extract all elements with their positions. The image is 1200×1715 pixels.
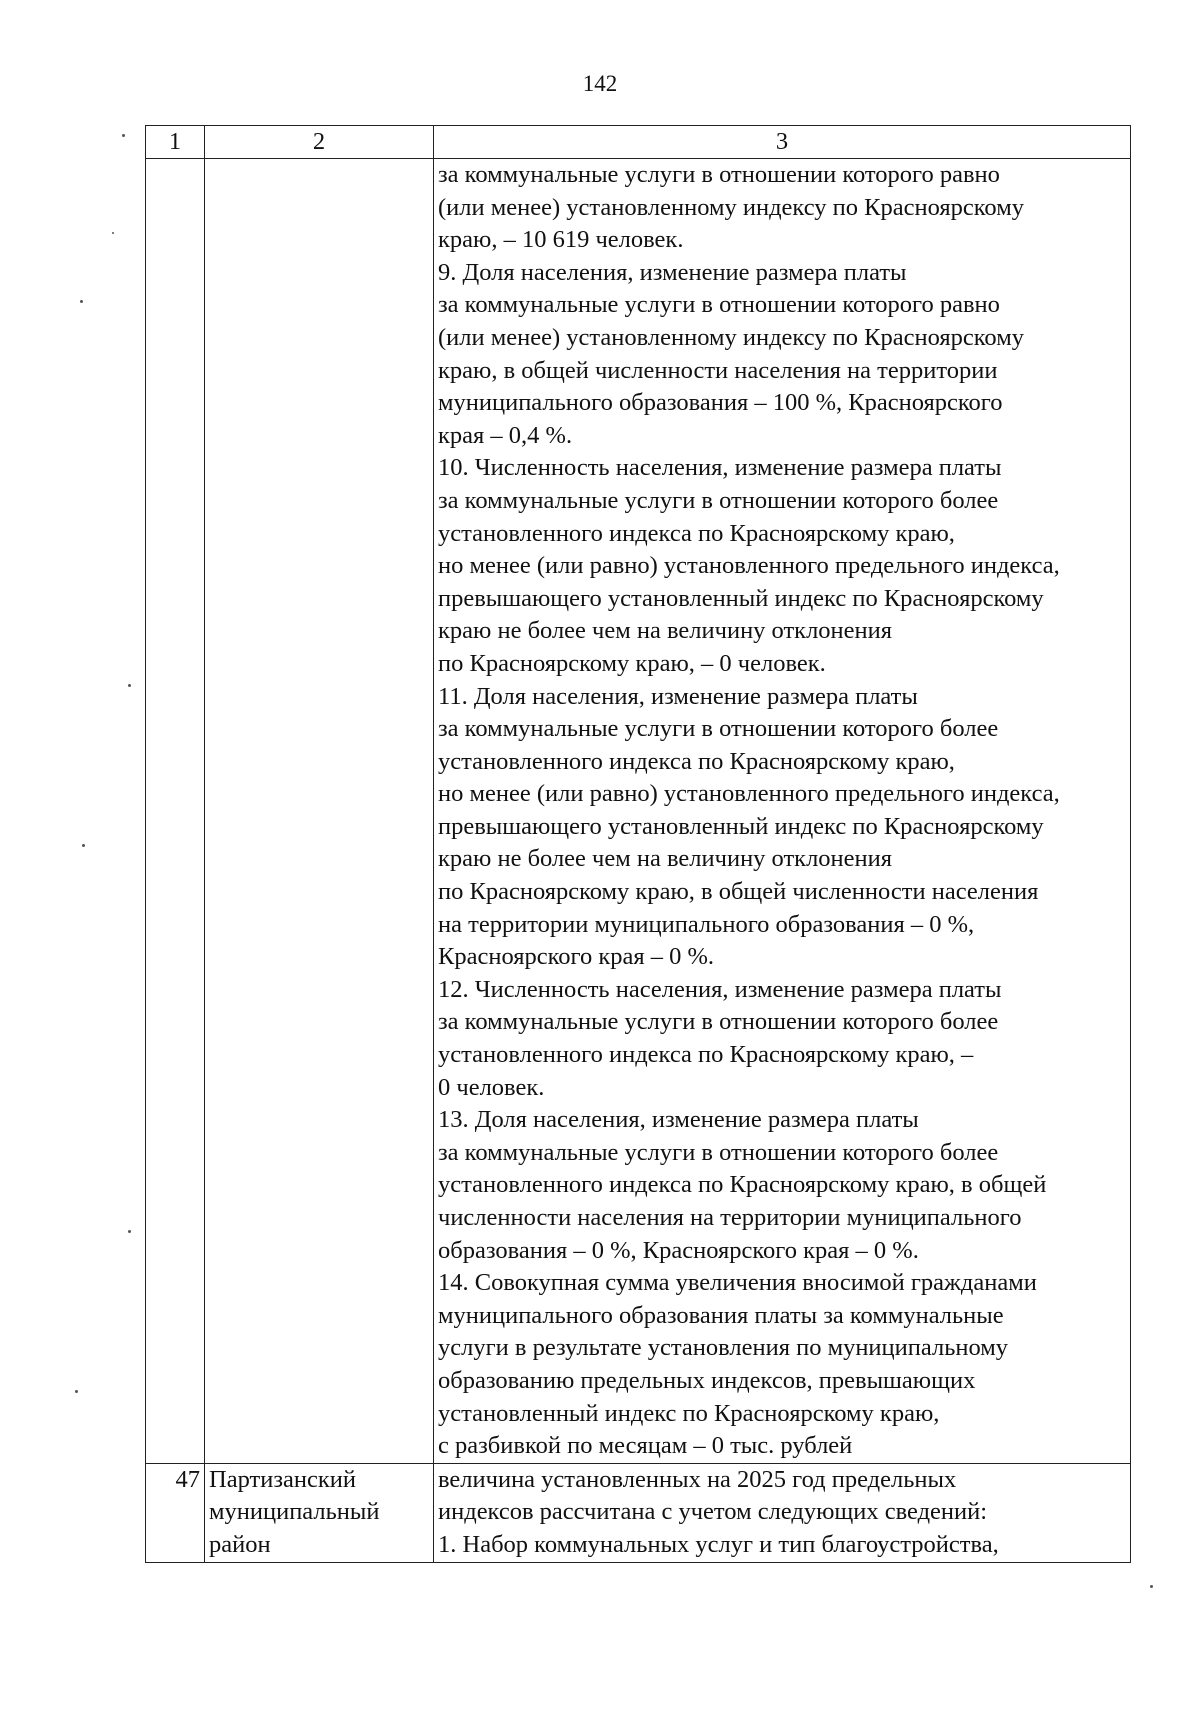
text-line: район bbox=[209, 1530, 271, 1558]
text-line: за коммунальные услуги в отношении которого более bbox=[438, 715, 999, 743]
text-line: 0 человек. bbox=[438, 1073, 545, 1101]
text-line: величина установленных на 2025 год предельных bbox=[438, 1465, 957, 1493]
scan-speck bbox=[128, 1230, 131, 1233]
text-line: 13. Доля населения, изменение размера платы bbox=[438, 1106, 919, 1134]
text-line: за коммунальные услуги в отношении которого более bbox=[438, 486, 999, 514]
table-row bbox=[146, 1463, 1131, 1562]
text-line: образования – 0 %, Красноярского края – 0 %. bbox=[438, 1236, 919, 1264]
column-header-2: 2 bbox=[205, 126, 434, 159]
text-line: 10. Численность населения, изменение размера платы bbox=[438, 454, 1002, 482]
column-header-3: 3 bbox=[434, 126, 1131, 159]
text-line: превышающего установленный индекс по Красноярскому bbox=[438, 812, 1044, 840]
row-number-cell bbox=[146, 159, 205, 1464]
text-line: услуги в результате установления по муниципальному bbox=[438, 1334, 1009, 1362]
text-line: за коммунальные услуги в отношении которого равно bbox=[438, 291, 1000, 319]
page-number: 142 bbox=[582, 71, 618, 96]
text-line: краю не более чем на величину отклонения bbox=[438, 845, 893, 873]
scan-speck bbox=[82, 844, 85, 847]
table-header-row bbox=[146, 126, 1131, 159]
text-line: 11. Доля населения, изменение размера платы bbox=[438, 682, 918, 710]
text-line: с разбивкой по месяцам – 0 тыс. рублей bbox=[438, 1432, 853, 1460]
text-line: превышающего установленный индекс по Красноярскому bbox=[438, 584, 1044, 612]
text-line: на территории муниципального образования – 0 %, bbox=[438, 910, 975, 938]
description-cell bbox=[434, 1463, 1131, 1562]
text-line: установленного индекса по Красноярскому краю, bbox=[438, 519, 955, 547]
text-line: краю, в общей численности населения на территории bbox=[438, 356, 998, 384]
description-cell bbox=[434, 159, 1131, 1464]
scan-speck bbox=[75, 1390, 78, 1393]
text-line: 14. Совокупная сумма увеличения вносимой гражданами bbox=[438, 1269, 1037, 1297]
text-line: (или менее) установленному индексу по Красноярскому bbox=[438, 323, 1024, 351]
text-line: за коммунальные услуги в отношении которого более bbox=[438, 1138, 999, 1166]
text-line: по Красноярскому краю, – 0 человек. bbox=[438, 649, 826, 677]
text-line: но менее (или равно) установленного предельного индекса, bbox=[438, 780, 1060, 808]
text-line: за коммунальные услуги в отношении которого равно bbox=[438, 161, 1000, 188]
text-line: муниципальный bbox=[209, 1498, 380, 1526]
scan-speck bbox=[1150, 1585, 1153, 1588]
row-number-cell: 47 bbox=[146, 1463, 205, 1562]
table-row bbox=[146, 159, 1131, 1464]
text-line: Партизанский bbox=[209, 1465, 356, 1493]
text-line: 1. Набор коммунальных услуг и тип благоустройства, bbox=[438, 1530, 999, 1558]
text-line: установленного индекса по Красноярскому краю, в общей bbox=[438, 1171, 1047, 1199]
text-line: индексов рассчитана с учетом следующих сведений: bbox=[438, 1498, 988, 1526]
scan-speck bbox=[112, 232, 114, 234]
text-line: образованию предельных индексов, превышающих bbox=[438, 1366, 976, 1394]
text-line: по Красноярскому краю, в общей численности населения bbox=[438, 878, 1039, 906]
text-line: края – 0,4 %. bbox=[438, 421, 573, 449]
text-line: муниципального образования платы за коммунальные bbox=[438, 1301, 1004, 1329]
text-line: краю, – 10 619 человек. bbox=[438, 226, 684, 254]
text-line: численности населения на территории муниципального bbox=[438, 1204, 1022, 1231]
text-line: Красноярского края – 0 %. bbox=[438, 943, 715, 971]
text-line: муниципального образования – 100 %, Красноярского bbox=[438, 389, 1003, 417]
text-line: за коммунальные услуги в отношении которого более bbox=[438, 1008, 999, 1036]
text-line: установленный индекс по Красноярскому краю, bbox=[438, 1399, 940, 1427]
scan-speck bbox=[80, 300, 83, 303]
text-line: 9. Доля населения, изменение размера платы bbox=[438, 258, 907, 286]
municipal-index-table bbox=[145, 125, 1131, 1563]
text-line: установленного индекса по Красноярскому краю, bbox=[438, 747, 955, 775]
text-line: (или менее) установленному индексу по Красноярскому bbox=[438, 193, 1024, 221]
municipality-name-cell bbox=[205, 159, 434, 1464]
text-line: краю не более чем на величину отклонения bbox=[438, 617, 893, 645]
scan-speck bbox=[122, 134, 125, 137]
text-line: установленного индекса по Красноярскому краю, – bbox=[438, 1041, 974, 1069]
scan-speck bbox=[128, 684, 131, 687]
municipality-name-cell bbox=[205, 1463, 434, 1562]
text-line: но менее (или равно) установленного предельного индекса, bbox=[438, 552, 1060, 580]
column-header-1: 1 bbox=[146, 126, 205, 159]
text-line: 12. Численность населения, изменение размера платы bbox=[438, 975, 1002, 1003]
